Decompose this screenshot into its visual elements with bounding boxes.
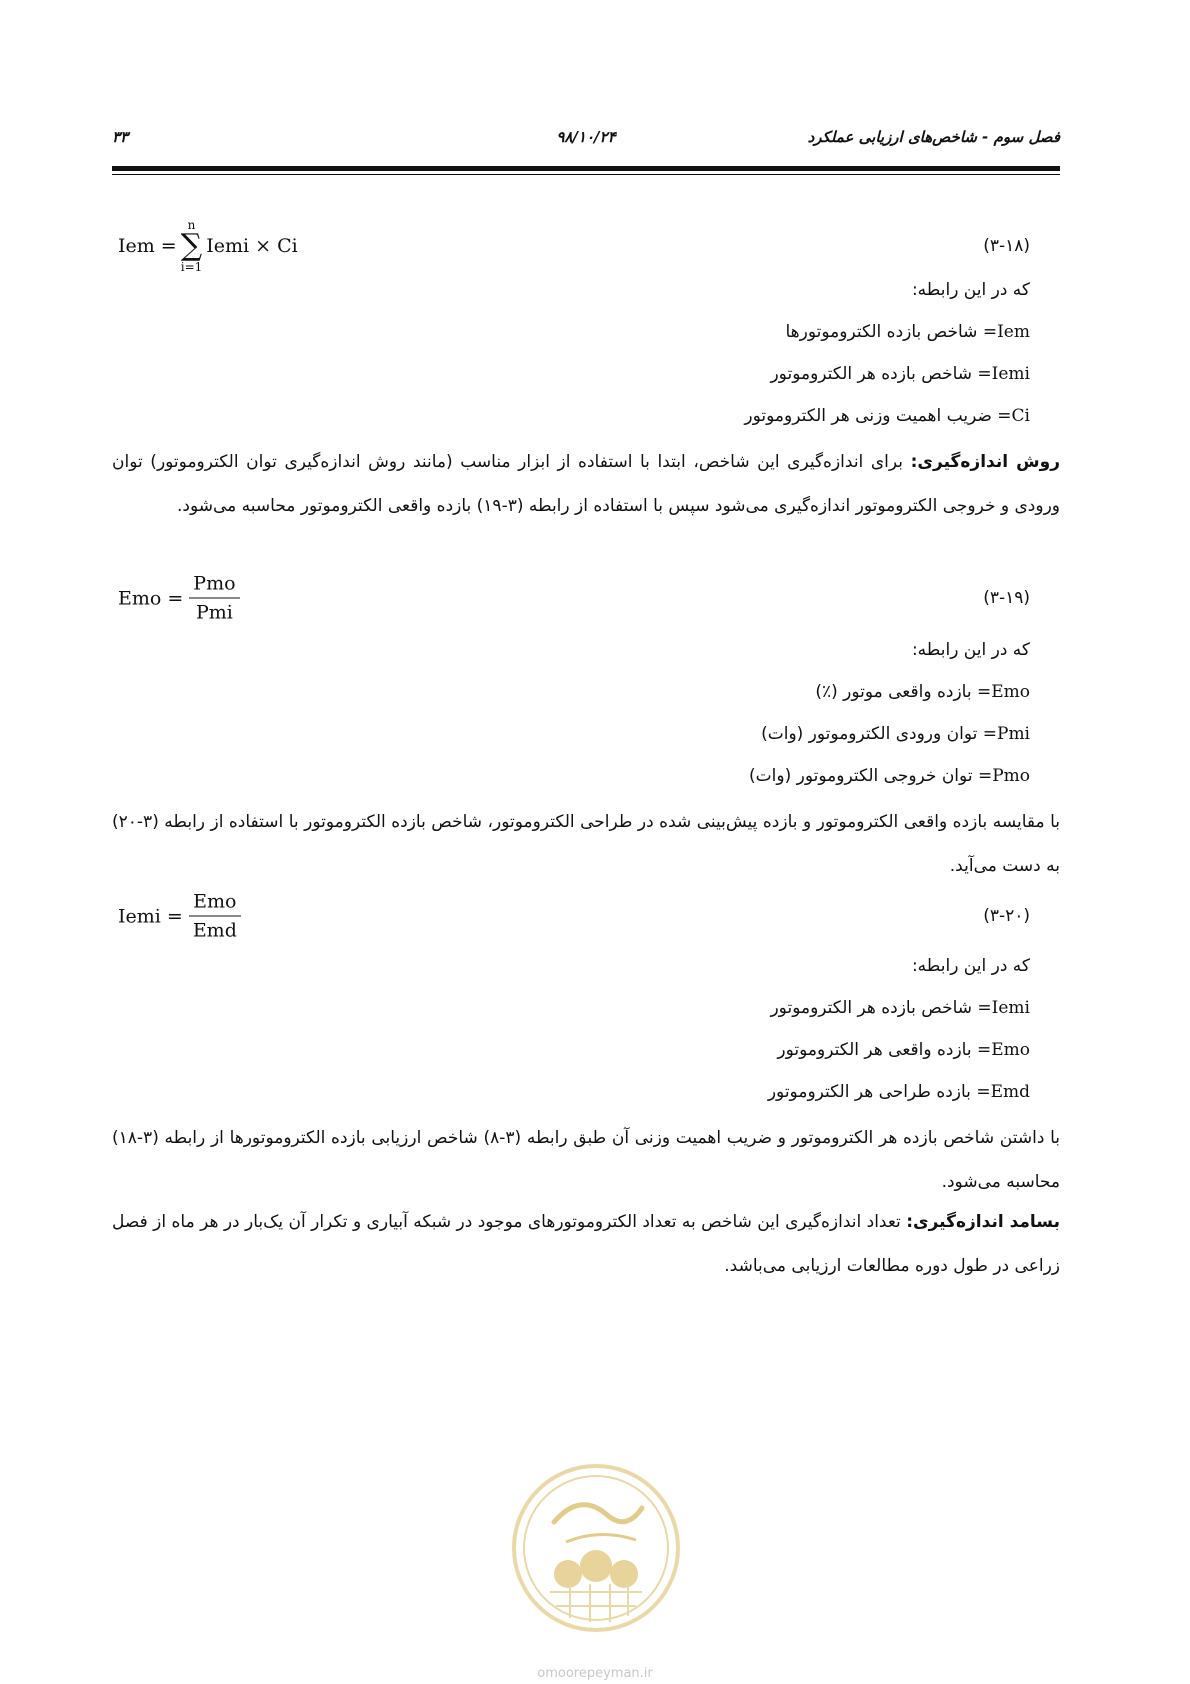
def-symbol: Ci: [1011, 406, 1030, 426]
def-text: = بازده طراحی هر الکتروموتور: [767, 1082, 991, 1102]
def-text: = توان خروجی الکتروموتور (وات): [749, 766, 993, 786]
definition-line: [768, 1082, 1030, 1102]
definition-line: [749, 766, 1030, 786]
def-text: = شاخص بازده الکتروموتورها: [785, 322, 998, 342]
def-symbol: Iemi: [991, 998, 1030, 1018]
method-text: برای اندازه‌گیری این شاخص، ابتدا با استفاده از ابزار مناسب (مانند روش اندازه‌گیری توان الکتروموتور) توان ورودی و خروجی الکتروموتور اندازه‌گیری می‌شود سپس با استفاده از رابطه (۳-۱۹) بازده واقعی الکتروموتور محاسبه می‌شود.: [112, 452, 1060, 516]
def-text: = ضریب اهمیت وزنی هر الکتروموتور: [744, 406, 1012, 426]
fraction: [189, 891, 241, 942]
def-symbol: Emo: [991, 1040, 1030, 1060]
formula-lhs: Iem =: [118, 235, 177, 257]
def-symbol: Emd: [990, 1082, 1030, 1102]
definition-line: [761, 724, 1030, 744]
equation-3-19: [118, 568, 1030, 628]
page-number: ۳۳: [112, 128, 129, 146]
where-label: که در این رابطه:: [911, 956, 1030, 976]
formula-lhs: Iemi =: [118, 905, 183, 927]
frequency-paragraph: [112, 1200, 1060, 1288]
where-label: که در این رابطه:: [911, 280, 1030, 300]
equation-number: (۳-۱۹): [983, 588, 1030, 608]
numerator: Pmo: [189, 573, 239, 599]
formula-iem: [118, 219, 298, 273]
website-url: omoorepeyman.ir: [537, 1666, 653, 1681]
numerator: Emo: [189, 891, 240, 917]
summation: [181, 219, 203, 273]
def-symbol: Iemi: [991, 364, 1030, 384]
header-rule-thin: [112, 174, 1060, 175]
definition-line: [770, 364, 1030, 384]
formula-iemi: [118, 891, 241, 942]
omoorepeyman-logo-watermark: [510, 1462, 682, 1634]
def-symbol: Pmi: [997, 724, 1030, 744]
frequency-heading: بسامد اندازه‌گیری:: [906, 1212, 1060, 1232]
header-date: ۹۸/۱۰/۲۴: [556, 128, 616, 146]
summary-paragraph: با داشتن شاخص بازده هر الکتروموتور و ضریب اهمیت وزنی آن طبق رابطه (۳-۸) شاخص ارزیابی بازده الکتروموتورها از رابطه (۳-۱۸) محاسبه می‌شود.: [112, 1128, 1061, 1192]
def-symbol: Emo: [991, 682, 1030, 702]
header-rule-thick: [112, 166, 1060, 171]
sum-lower-limit: i=1: [180, 260, 203, 274]
comparison-paragraph: با مقایسه بازده واقعی الکتروموتور و بازده پیش‌بینی شده در طراحی الکتروموتور، شاخص بازده الکتروموتور با استفاده از رابطه (۳-۲۰) به دست می‌آید.: [112, 812, 1060, 876]
denominator: Pmi: [195, 601, 233, 624]
where-label: که در این رابطه:: [911, 640, 1030, 660]
method-paragraph: [112, 440, 1060, 528]
definition-line: [777, 1040, 1030, 1060]
def-text: = بازده واقعی موتور (٪): [815, 682, 992, 702]
method-heading: روش اندازه‌گیری:: [910, 452, 1060, 472]
def-text: = بازده واقعی هر الکتروموتور: [777, 1040, 992, 1060]
equation-3-20: [118, 886, 1030, 946]
definition-line: [770, 998, 1030, 1018]
definition-line: [815, 682, 1030, 702]
frequency-text: تعداد اندازه‌گیری این شاخص به تعداد الکتروموتورهای موجود در شبکه آبیاری و تکرار آن یک‌بار در هر ماه از فصل زراعی در طول دوره مطالعات ارزیابی می‌باشد.: [112, 1212, 1060, 1276]
sigma-icon: ∑: [180, 228, 203, 263]
sum-upper-limit: n: [187, 218, 196, 232]
def-text: = شاخص بازده هر الکتروموتور: [770, 998, 992, 1018]
def-symbol: Pmo: [992, 766, 1030, 786]
def-symbol: Iem: [997, 322, 1030, 342]
definition-line: [786, 322, 1031, 342]
formula-emo: [118, 573, 240, 624]
fraction: [189, 573, 239, 624]
equation-number: (۳-۲۰): [983, 906, 1030, 926]
equation-3-18: [118, 216, 1030, 276]
denominator: Emd: [192, 919, 237, 942]
def-text: = توان ورودی الکتروموتور (وات): [761, 724, 997, 744]
definition-line: [744, 406, 1030, 426]
page-header: [112, 128, 1060, 152]
equation-number: (۳-۱۸): [983, 236, 1030, 256]
chapter-title: فصل سوم - شاخص‌های ارزیابی عملکرد: [807, 128, 1060, 146]
formula-lhs: Emo =: [118, 587, 184, 609]
def-text: = شاخص بازده هر الکتروموتور: [770, 364, 992, 384]
formula-rhs: Iemi × Ci: [206, 235, 298, 257]
